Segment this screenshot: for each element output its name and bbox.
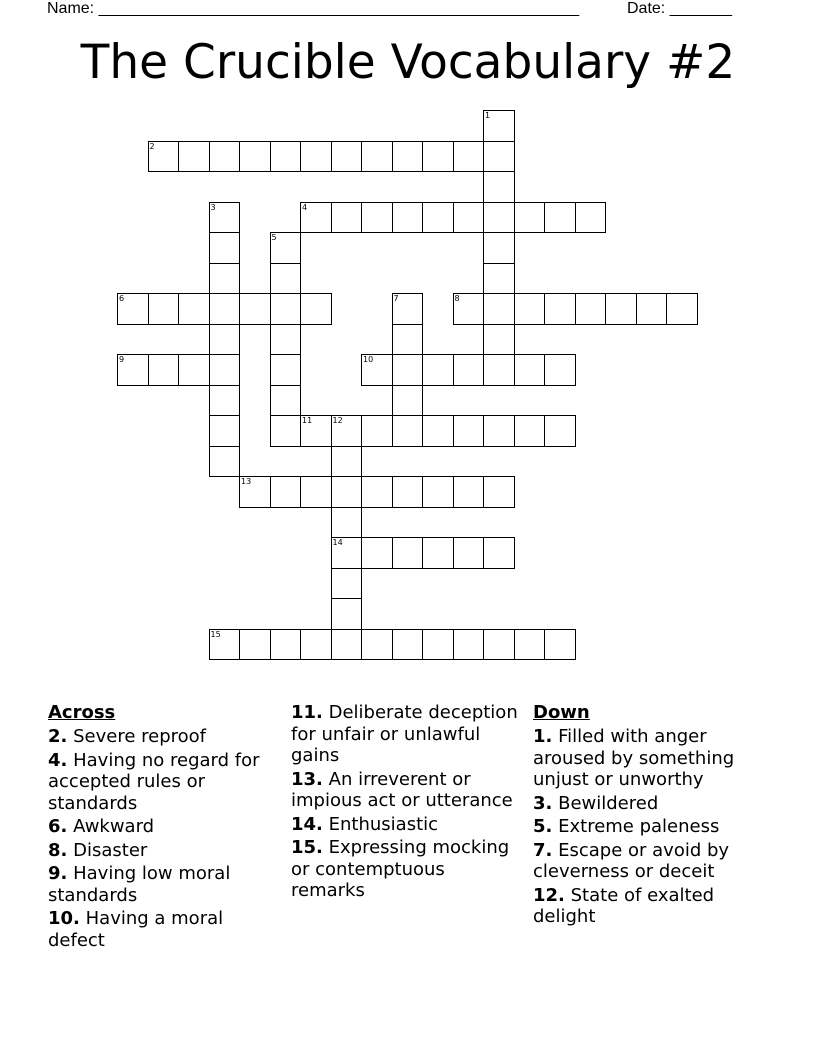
crossword-cell[interactable] xyxy=(270,476,302,508)
crossword-cell[interactable] xyxy=(544,293,576,325)
crossword-cell[interactable] xyxy=(331,598,363,630)
crossword-cell[interactable] xyxy=(483,171,515,203)
crossword-cell[interactable] xyxy=(453,476,485,508)
down-heading: Down xyxy=(533,702,590,723)
crossword-cell[interactable] xyxy=(453,629,485,661)
clue-number: 6 xyxy=(119,294,125,303)
crossword-cell[interactable] xyxy=(422,202,454,234)
crossword-cell[interactable] xyxy=(392,629,424,661)
clue-column-3 xyxy=(533,702,773,930)
clue-number: 11 xyxy=(302,416,313,425)
crossword-cell[interactable] xyxy=(117,354,149,386)
clue-number: 8 xyxy=(454,294,460,303)
crossword-cell[interactable] xyxy=(422,141,454,173)
clue-number: 9 xyxy=(119,355,125,364)
crossword-cell[interactable] xyxy=(514,629,546,661)
crossword-cell[interactable] xyxy=(422,629,454,661)
crossword-cell[interactable] xyxy=(300,202,332,234)
crossword-cell[interactable] xyxy=(483,476,515,508)
clue-number: 5 xyxy=(271,233,277,242)
crossword-cell[interactable] xyxy=(331,568,363,600)
clue-number: 11. xyxy=(291,702,323,723)
crossword-cell[interactable] xyxy=(483,354,515,386)
crossword-cell[interactable] xyxy=(209,354,241,386)
crossword-cell[interactable] xyxy=(544,629,576,661)
crossword-cell[interactable] xyxy=(148,354,180,386)
clue-number: 12 xyxy=(332,416,343,425)
crossword-cell[interactable] xyxy=(605,293,637,325)
crossword-cell[interactable] xyxy=(453,537,485,569)
crossword-cell[interactable] xyxy=(422,415,454,447)
crossword-cell[interactable] xyxy=(483,537,515,569)
crossword-cell[interactable] xyxy=(483,110,515,142)
crossword-cell[interactable] xyxy=(483,232,515,264)
crossword-cell[interactable] xyxy=(209,324,241,356)
crossword-cell[interactable] xyxy=(361,354,393,386)
clue-text: An irreverent or impious act or utterance xyxy=(291,768,513,811)
down-clue xyxy=(533,793,773,815)
crossword-cell[interactable] xyxy=(453,141,485,173)
down-clue xyxy=(533,840,773,883)
clue-number: 12. xyxy=(533,884,565,906)
crossword-cell[interactable] xyxy=(453,202,485,234)
page-title: The Crucible Vocabulary #2 xyxy=(80,35,736,90)
crossword-cell[interactable] xyxy=(239,629,271,661)
crossword-cell[interactable] xyxy=(422,537,454,569)
clue-text: Severe reproof xyxy=(73,726,207,747)
crossword-cell[interactable] xyxy=(392,415,424,447)
crossword-cell[interactable] xyxy=(178,141,210,173)
crossword-cell[interactable] xyxy=(361,202,393,234)
crossword-cell[interactable] xyxy=(209,263,241,295)
crossword-cell[interactable] xyxy=(209,446,241,478)
clue-text: Awkward xyxy=(73,816,155,837)
crossword-cell[interactable] xyxy=(331,629,363,661)
clue-text: State of exalted delight xyxy=(533,884,715,927)
crossword-cell[interactable] xyxy=(483,263,515,295)
crossword-cell[interactable] xyxy=(392,476,424,508)
crossword-cell[interactable] xyxy=(483,202,515,234)
crossword-cell[interactable] xyxy=(148,141,180,173)
crossword-cell[interactable] xyxy=(209,202,241,234)
crossword-cell[interactable] xyxy=(209,629,241,661)
clue-number: 3 xyxy=(210,202,216,212)
crossword-cell[interactable] xyxy=(544,202,576,234)
clue-text: Filled with anger aroused by something unjust or unworthy xyxy=(533,726,735,790)
across-clue xyxy=(48,908,280,951)
crossword-cell[interactable] xyxy=(514,293,546,325)
crossword-cell[interactable] xyxy=(178,354,210,386)
crossword-cell[interactable] xyxy=(148,293,180,325)
crossword-cell[interactable] xyxy=(483,629,515,661)
crossword-cell[interactable] xyxy=(331,141,363,173)
crossword-cell[interactable] xyxy=(331,476,363,508)
crossword-cell[interactable] xyxy=(209,141,241,173)
across-clue xyxy=(48,840,280,862)
crossword-cell[interactable] xyxy=(514,415,546,447)
crossword-cell[interactable] xyxy=(361,629,393,661)
clue-number: 15. xyxy=(291,837,323,858)
crossword-cell[interactable] xyxy=(392,202,424,234)
clue-number: 15 xyxy=(210,629,221,639)
crossword-cell[interactable] xyxy=(239,293,271,325)
clue-number: 9. xyxy=(48,863,68,884)
crossword-cell[interactable] xyxy=(392,293,424,325)
crossword-cell[interactable] xyxy=(483,324,515,356)
crossword-cell[interactable] xyxy=(453,415,485,447)
crossword-cell[interactable] xyxy=(453,293,485,325)
crossword-cell[interactable] xyxy=(209,415,241,447)
crossword-cell[interactable] xyxy=(392,324,424,356)
crossword-cell[interactable] xyxy=(514,354,546,386)
crossword-cell[interactable] xyxy=(544,354,576,386)
crossword-cell[interactable] xyxy=(300,629,332,661)
crossword-cell[interactable] xyxy=(331,202,363,234)
across-clue xyxy=(291,769,523,812)
crossword-cell[interactable] xyxy=(422,354,454,386)
crossword-cell[interactable] xyxy=(239,141,271,173)
clue-number: 13. xyxy=(291,768,323,790)
crossword-cell[interactable] xyxy=(270,385,302,417)
down-clue xyxy=(533,885,773,928)
crossword-cell[interactable] xyxy=(361,537,393,569)
crossword-cell[interactable] xyxy=(300,141,332,173)
crossword-cell[interactable] xyxy=(575,293,607,325)
down-clue xyxy=(533,816,773,838)
across-clue xyxy=(291,814,523,836)
clue-text: Extreme paleness xyxy=(558,816,720,837)
crossword-cell[interactable] xyxy=(270,141,302,173)
crossword-cell[interactable] xyxy=(331,537,363,569)
clue-number: 14. xyxy=(291,813,323,835)
clue-text: Having no regard for accepted rules or standards xyxy=(48,749,260,814)
clue-number: 1. xyxy=(533,726,553,747)
crossword-cell[interactable] xyxy=(270,293,302,325)
crossword-cell[interactable] xyxy=(270,415,302,447)
crossword-cell[interactable] xyxy=(666,293,698,325)
clue-number: 2. xyxy=(48,726,68,747)
clue-text: Escape or avoid by cleverness or deceit xyxy=(533,839,730,882)
crossword-cell[interactable] xyxy=(636,293,668,325)
down-clue xyxy=(533,726,773,791)
crossword-cell[interactable] xyxy=(514,202,546,234)
across-clue xyxy=(48,816,280,838)
crossword-cell[interactable] xyxy=(483,293,515,325)
across-clue xyxy=(291,702,523,767)
clue-number: 1 xyxy=(485,111,491,120)
crossword-cell[interactable] xyxy=(575,202,607,234)
clue-column-1 xyxy=(48,702,280,953)
clue-number: 3. xyxy=(533,792,553,814)
crossword-cell[interactable] xyxy=(392,385,424,417)
crossword-cell[interactable] xyxy=(300,415,332,447)
crossword-cell[interactable] xyxy=(422,476,454,508)
clue-text: Expressing mocking or contemptuous remarks xyxy=(291,837,510,901)
crossword-cell[interactable] xyxy=(239,476,271,508)
crossword-cell[interactable] xyxy=(331,507,363,539)
crossword-cell[interactable] xyxy=(209,293,241,325)
across-clue xyxy=(48,726,280,748)
crossword-cell[interactable] xyxy=(331,446,363,478)
crossword-cell[interactable] xyxy=(270,629,302,661)
crossword-cell[interactable] xyxy=(270,324,302,356)
crossword-cell[interactable] xyxy=(453,354,485,386)
clue-number: 4 xyxy=(302,202,308,212)
across-clue xyxy=(48,750,280,815)
clue-text: Enthusiastic xyxy=(328,813,439,835)
crossword-cell[interactable] xyxy=(300,476,332,508)
clue-text: Disaster xyxy=(73,839,148,861)
crossword-cell[interactable] xyxy=(270,354,302,386)
crossword-cell[interactable] xyxy=(361,415,393,447)
crossword-cell[interactable] xyxy=(209,232,241,264)
crossword-cell[interactable] xyxy=(331,415,363,447)
crossword-cell[interactable] xyxy=(270,232,302,264)
clue-number: 8. xyxy=(48,839,68,861)
crossword-cell[interactable] xyxy=(270,263,302,295)
crossword-cell[interactable] xyxy=(544,415,576,447)
crossword-cell[interactable] xyxy=(300,293,332,325)
across-clue xyxy=(48,863,280,906)
crossword-cell[interactable] xyxy=(117,293,149,325)
clue-number: 2 xyxy=(149,141,155,151)
clue-number: 7. xyxy=(533,839,553,861)
name-field-label: Name: ______________________________________________________ xyxy=(47,0,580,17)
clue-number: 10 xyxy=(363,355,374,364)
clue-text: Having low moral standards xyxy=(48,863,231,906)
clue-number: 13 xyxy=(241,477,252,486)
crossword-cell[interactable] xyxy=(392,354,424,386)
clue-column-2 xyxy=(291,702,523,904)
clue-number: 7 xyxy=(393,294,399,303)
clue-number: 14 xyxy=(332,538,343,547)
clue-text: Having a moral defect xyxy=(48,908,224,951)
crossword-cell[interactable] xyxy=(178,293,210,325)
across-heading: Across xyxy=(48,702,116,723)
across-clue xyxy=(291,837,523,902)
crossword-cell[interactable] xyxy=(483,415,515,447)
clue-number: 4. xyxy=(48,749,68,771)
date-field-label: Date: _______ xyxy=(627,0,732,17)
crossword-cell[interactable] xyxy=(209,385,241,417)
crossword-cell[interactable] xyxy=(392,537,424,569)
clue-number: 5. xyxy=(533,816,553,837)
clue-text: Deliberate deception for unfair or unlawful gains xyxy=(291,702,518,766)
crossword-cell[interactable] xyxy=(483,141,515,173)
clue-number: 6. xyxy=(48,816,68,837)
crossword-cell[interactable] xyxy=(361,141,393,173)
crossword-cell[interactable] xyxy=(361,476,393,508)
clue-text: Bewildered xyxy=(558,792,659,814)
clue-number: 10. xyxy=(48,908,80,929)
crossword-cell[interactable] xyxy=(392,141,424,173)
